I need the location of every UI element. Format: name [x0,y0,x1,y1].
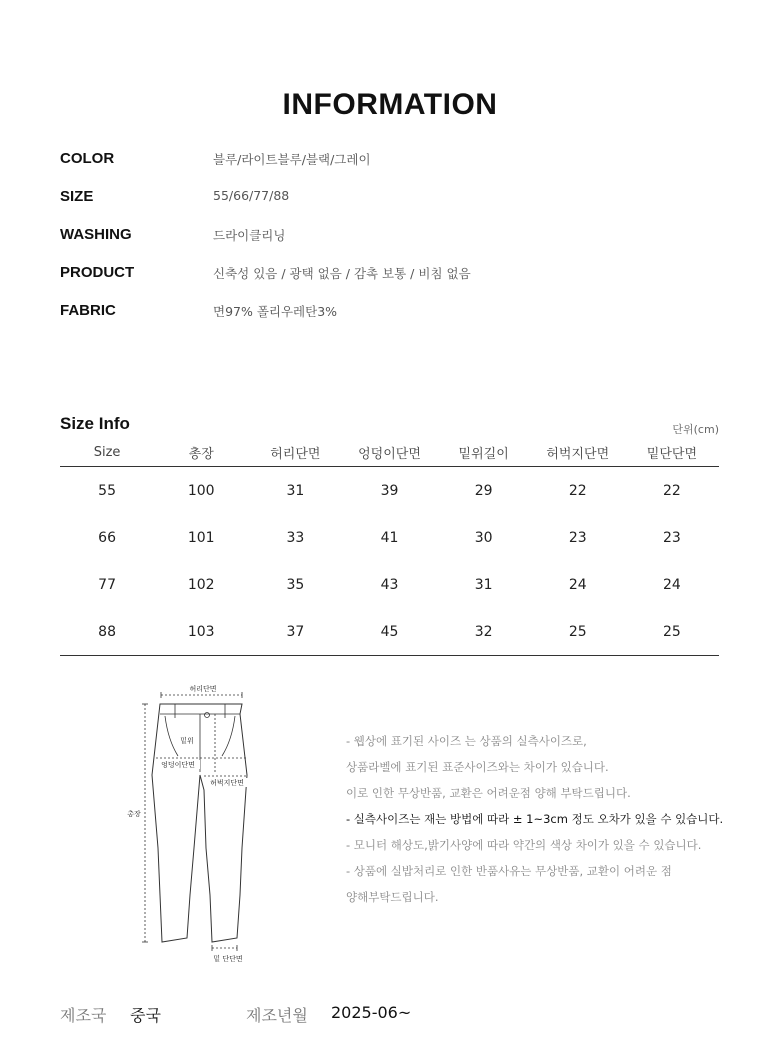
info-label: FABRIC [60,302,116,319]
size-table-header [60,440,719,465]
size-cell: 31 [474,576,493,593]
size-cell: 77 [98,576,116,593]
info-label: COLOR [60,150,115,167]
size-cell: 29 [474,482,493,499]
size-cell: 66 [98,529,116,546]
size-cell: 45 [380,623,399,640]
table-row [60,608,719,655]
note-line: - 모니터 해상도,밝기사양에 따라 약간의 색상 차이가 있을 수 있습니다. [346,838,702,852]
note-line: - 실측사이즈는 재는 방법에 따라 ± 1~3cm 정도 오차가 있을 수 있습니다. [346,812,724,826]
info-label: PRODUCT [60,264,135,281]
notes [346,730,746,912]
origin-label: 제조국 [60,1006,107,1025]
size-table [60,440,719,655]
info-value: 드라이클리닝 [213,228,286,243]
size-cell: 33 [286,529,305,546]
size-header-cell: 엉덩이단면 [358,447,421,462]
label-hip: 엉덩이단면 [161,761,195,769]
size-cell: 37 [286,623,305,640]
info-value: 신축성 있음 / 광택 없음 / 감촉 보통 / 비침 없음 [213,266,471,281]
pants-diagram [120,680,270,970]
label-rise: 밑위 [180,737,194,745]
size-cell: 55 [98,482,116,499]
size-cell: 31 [286,482,305,499]
info-row-washing [60,226,740,248]
size-cell: 100 [187,482,215,499]
info-value: 55/66/77/88 [213,188,290,203]
size-cell: 22 [568,482,587,499]
size-cell: 39 [380,482,399,499]
size-cell: 25 [663,623,681,640]
info-label: SIZE [60,188,94,205]
info-value: 면97% 폴리우레탄3% [213,304,338,319]
info-row-color [60,150,740,172]
size-info-title: Size Info [60,414,130,433]
label-length: 총장 [127,810,141,818]
size-cell: 88 [98,623,116,640]
table-row [60,514,719,561]
size-header-cell: 총장 [188,447,214,462]
table-top-rule [60,466,719,467]
size-cell: 24 [663,576,681,593]
origin-value: 중국 [130,1006,161,1025]
size-cell: 23 [663,529,681,546]
label-waist: 허리단면 [189,685,217,693]
label-hem: 밑 단단면 [213,955,243,963]
size-cell: 35 [286,576,305,593]
table-bottom-rule [60,655,719,656]
size-cell: 43 [380,576,399,593]
information-title: INFORMATION [282,88,498,121]
size-cell: 23 [568,529,587,546]
date-value: 2025-06~ [331,1003,412,1022]
note-line: 양해부탁드립니다. [346,890,439,904]
size-header-cell: 허리단면 [270,447,321,462]
size-cell: 32 [474,623,493,640]
note-line: 이로 인한 무상반품, 교환은 어려운점 양해 부탁드립니다. [346,786,631,800]
size-cell: 25 [568,623,587,640]
table-row [60,561,719,608]
size-cell: 24 [568,576,587,593]
size-cell: 102 [187,576,215,593]
pants-illustration [120,680,270,970]
size-header-cell: 밑단단면 [646,447,698,462]
size-header-cell: Size [93,445,121,460]
size-cell: 101 [187,529,215,546]
note-line: - 웹상에 표기된 사이즈 는 상품의 실측사이즈로, [346,734,587,748]
info-row-fabric [60,302,740,324]
note-line: - 상품에 실밥처리로 인한 반품사유는 무상반품, 교환이 어려운 점 [346,864,672,878]
size-cell: 103 [187,623,215,640]
size-cell: 41 [380,529,399,546]
size-header-cell: 밑위길이 [458,447,509,462]
info-row-product [60,264,740,286]
label-thigh: 허벅지단면 [210,779,244,787]
note-line: 상품라벨에 표기된 표준사이즈와는 차이가 있습니다. [346,760,609,774]
size-unit: 단위(cm) [672,423,719,436]
info-value: 블루/라이트블루/블랙/그레이 [213,152,371,167]
size-cell: 22 [663,482,681,499]
info-row-size [60,188,740,210]
date-label: 제조년월 [246,1006,308,1025]
size-header-cell: 허벅지단면 [546,447,610,462]
table-row [60,465,719,514]
info-label: WASHING [60,226,132,243]
size-cell: 30 [474,529,493,546]
